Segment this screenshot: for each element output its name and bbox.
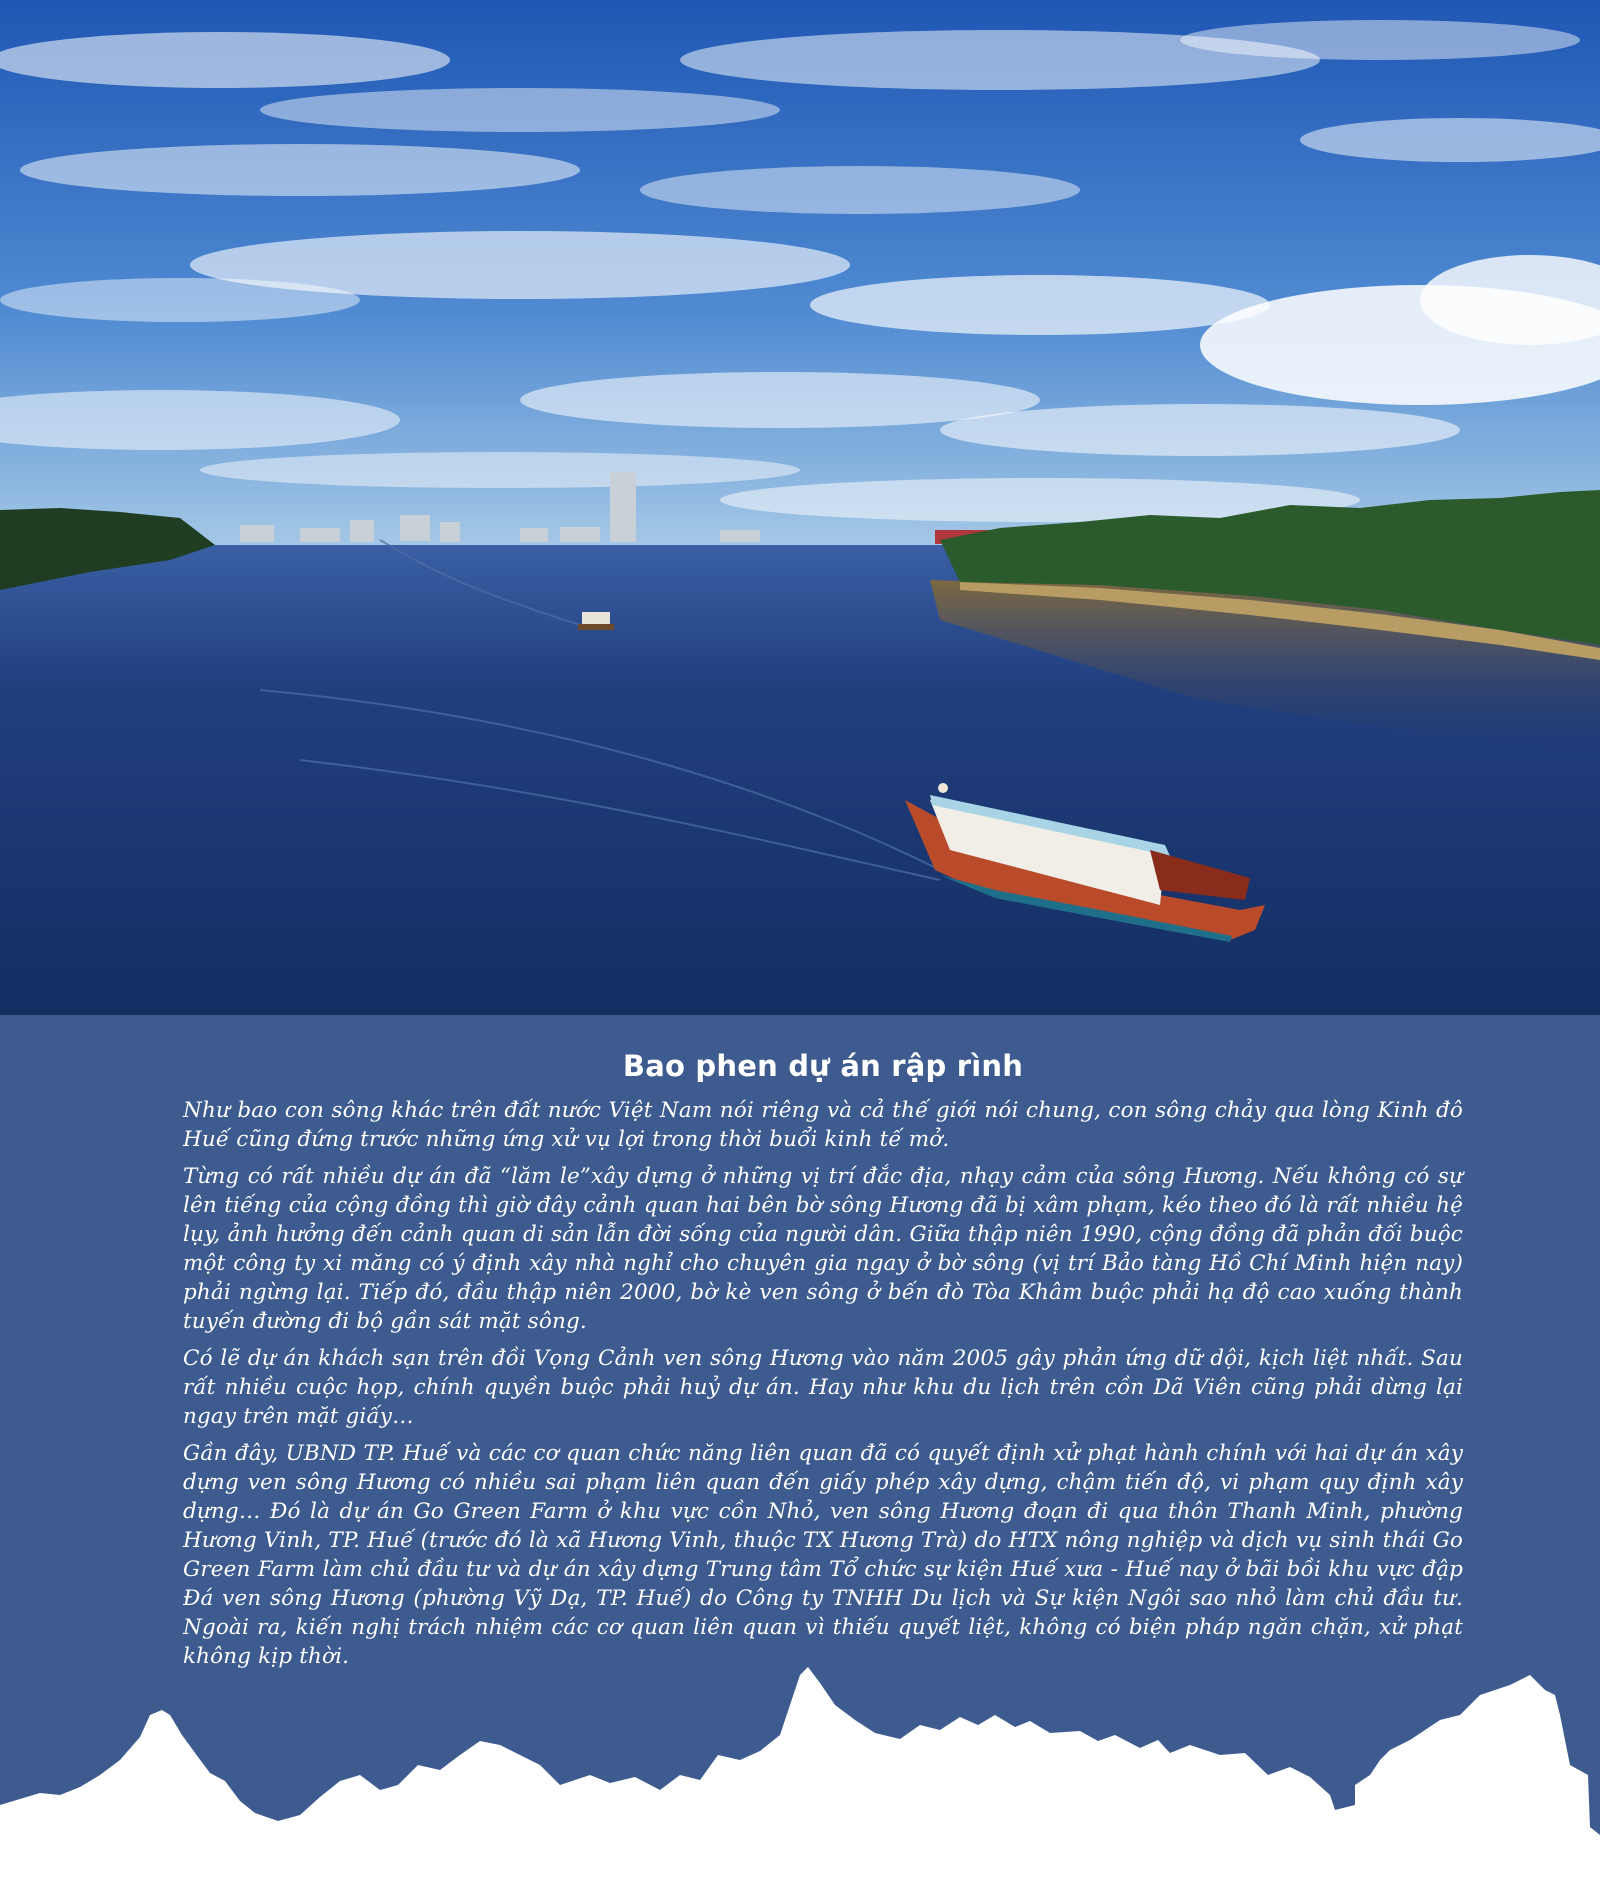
article-paragraph-3: Có lẽ dự án khách sạn trên đồi Vọng Cảnh ven sông Hương vào năm 2005 gây phản ứng dữ dội, kịch liệt nhất. Sau rất nhiều cuộc họp, chính quyền buộc phải huỷ dự án. Hay như khu du lịch trên cồn Dã Viên cũng phải dừng lại ngay trên mặt giấy… xyxy=(183,1346,1463,1429)
article-paragraph-4: Gần đây, UBND TP. Huế và các cơ quan chức năng liên quan đã có quyết định xử phạt hành chính với hai dự án xây dựng ven sông Hương có nhiều sai phạm liên quan đến giấy phép xây dựng, chậm tiến độ, vi phạm quy định xây dựng… Đó là dự án Go Green Farm ở khu vực cồn Nhỏ, ven sông Hương đoạn đi qua thôn Thanh Minh, phường Hương Vinh, TP. Huế (trước đó là xã Hương Vinh, thuộc TX Hương Trà) do HTX nông nghiệp và dịch vụ sinh thái Go Green Farm làm chủ đầu tư và dự án xây dựng Trung tâm Tổ chức sự kiện Huế xưa - Huế nay ở bãi bồi khu vực đập Đá ven sông Hương (phường Vỹ Dạ, TP. Huế) do Công ty TNHH Du lịch và Sự kiện Ngôi sao nhỏ làm chủ đầu tư. Ngoài ra, kiến nghị trách nhiệm các cơ quan liên quan vì thiếu quyết liệt, không có biện pháp ngăn chặn, xử phạt không kịp thời. xyxy=(183,1441,1463,1669)
article-paragraph-2: Từng có rất nhiều dự án đã “lăm le”xây dựng ở những vị trí đắc địa, nhạy cảm của sông Hương. Nếu không có sự lên tiếng của cộng đồng thì giờ đây cảnh quan hai bên bờ sông Hương đã bị xâm phạm, kéo theo đó là rất nhiều hệ lụy, ảnh hưởng đến cảnh quan di sản lẫn đời sống của người dân. Giữa thập niên 1990, cộng đồng đã phản đối buộc một công ty xi măng có ý định xây nhà nghỉ cho chuyên gia ngay ở bờ sông (vị trí Bảo tàng Hồ Chí Minh hiện nay) phải ngừng lại. Tiếp đó, đầu thập niên 2000, bờ kè ven sông ở bến đò Tòa Khâm buộc phải hạ độ cao xuống thành tuyến đường đi bộ gần sát mặt sông. xyxy=(183,1164,1463,1334)
article-title: Bao phen dự án rập rình xyxy=(622,1049,1024,1083)
distant-boat xyxy=(578,612,614,630)
article-paragraph-1: Như bao con sông khác trên đất nước Việt Nam nói riêng và cả thế giới nói chung, con sông chảy qua lòng Kinh đô Huế cũng đứng trước những ứng xử vụ lợi trong thời buổi kinh tế mở. xyxy=(183,1098,1463,1152)
article xyxy=(183,1042,1463,1679)
